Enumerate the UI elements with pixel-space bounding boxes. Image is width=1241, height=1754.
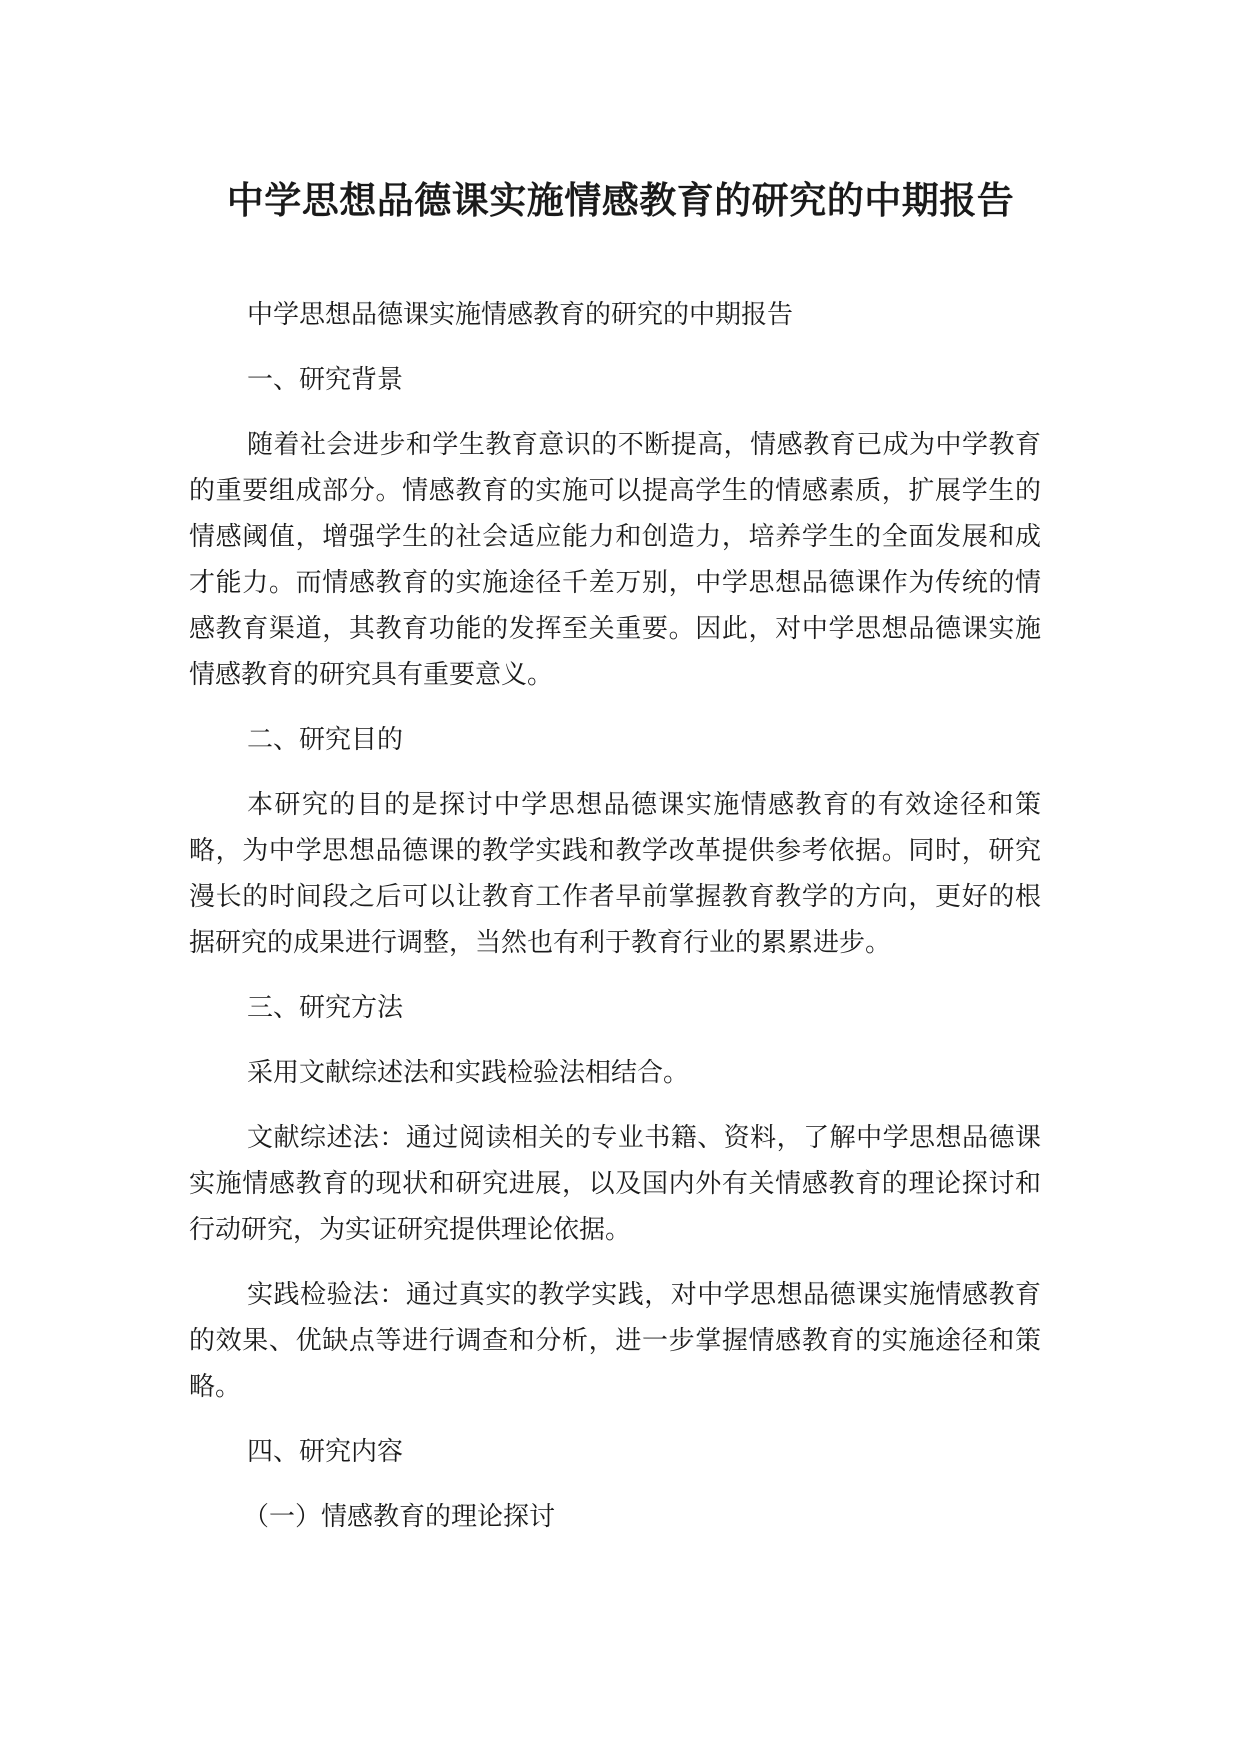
method-summary-paragraph: 采用文献综述法和实践检验法相结合。 xyxy=(247,1058,690,1088)
section-heading-method: 三、研究方法 xyxy=(247,993,404,1023)
subsection-heading-theory: （一）情感教育的理论探讨 xyxy=(243,1502,556,1532)
practice-method-paragraph: 实践检验法：通过真实的教学实践，对中学思想品德课实施情感教育的效果、优缺点等进行调查和分析，进一步掌握情感教育的实施途径和策略。 xyxy=(189,1280,1041,1402)
purpose-paragraph: 本研究的目的是探讨中学思想品德课实施情感教育的有效途径和策略，为中学思想品德课的教学实践和教学改革提供参考依据。同时，研究漫长的时间段之后可以让教育工作者早前掌握教育教学的方向，更好的根据研究的成果进行调整，当然也有利于教育行业的累累进步。 xyxy=(189,790,1041,958)
document-body xyxy=(189,292,1041,1559)
document-title: 中学思想品德课实施情感教育的研究的中期报告 xyxy=(226,179,1015,222)
section-heading-purpose: 二、研究目的 xyxy=(247,725,404,755)
subtitle-paragraph: 中学思想品德课实施情感教育的研究的中期报告 xyxy=(247,300,794,330)
section-heading-background: 一、研究背景 xyxy=(247,365,404,395)
section-heading-content: 四、研究内容 xyxy=(247,1437,404,1467)
literature-method-paragraph: 文献综述法：通过阅读相关的专业书籍、资料，了解中学思想品德课实施情感教育的现状和研究进展，以及国内外有关情感教育的理论探讨和行动研究，为实证研究提供理论依据。 xyxy=(189,1123,1041,1245)
background-paragraph: 随着社会进步和学生教育意识的不断提高，情感教育已成为中学教育的重要组成部分。情感教育的实施可以提高学生的情感素质，扩展学生的情感阈值，增强学生的社会适应能力和创造力，培养学生的全面发展和成才能力。而情感教育的实施途径千差万别，中学思想品德课作为传统的情感教育渠道，其教育功能的发挥至关重要。因此，对中学思想品德课实施情感教育的研究具有重要意义。 xyxy=(189,430,1041,690)
